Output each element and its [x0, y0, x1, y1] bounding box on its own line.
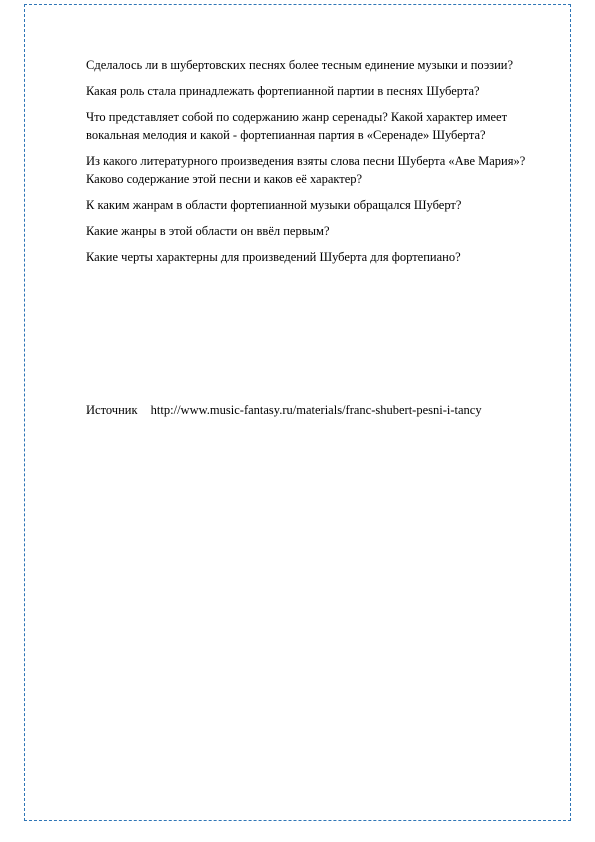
question-5: К каким жанрам в области фортепианной музыки обращался Шуберт? [86, 198, 462, 212]
source-url[interactable]: http://www.music-fantasy.ru/materials/franc-shubert-pesni-i-tancy [150, 403, 482, 417]
question-4: Из какого литературного произведения взяты слова песни Шуберта «Аве Мария»? Каково содержание этой песни и каков её характер? [86, 154, 526, 186]
question-3: Что представляет собой по содержанию жанр серенады? Какой характер имеет вокальная мелодия и какой - фортепианная партия в «Серенаде» Шуберта? [86, 110, 508, 142]
question-1: Сделалось ли в шубертовских песнях более тесным единение музыки и поэзии? [86, 58, 514, 72]
question-7: Какие черты характерны для произведений Шуберта для фортепиано? [86, 250, 461, 264]
question-6: Какие жанры в этой области он ввёл первым? [86, 224, 330, 238]
question-2: Какая роль стала принадлежать фортепианной партии в песнях Шуберта? [86, 84, 480, 98]
questions-list [86, 56, 536, 274]
source-line [86, 401, 556, 419]
source-label: Источник [86, 403, 138, 417]
